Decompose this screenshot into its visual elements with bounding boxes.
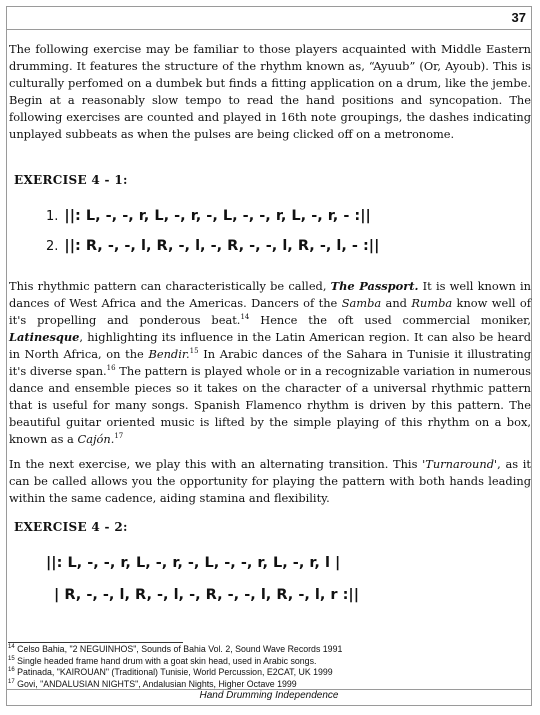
rhythm-notation: | R, -, -, l, R, -, l, -, R, -, -, l, R, -, l, r :|| [54, 587, 360, 603]
footnote-mark: 16 [8, 667, 15, 674]
term-samba: Samba [341, 296, 382, 310]
exercise-4-1-heading: EXERCISE 4 - 1: [14, 173, 128, 187]
exercise-4-2-heading: EXERCISE 4 - 2: [14, 520, 128, 534]
footnote-text: Single headed frame hand drum with a goat skin head, used in Arabic songs. [14, 655, 317, 666]
term-cajon: Cajón. [77, 432, 115, 446]
footnote-ref-14: 14 [240, 313, 250, 322]
term-the-passport: The Passport. [330, 279, 419, 293]
text-run: and [381, 296, 412, 310]
footnote-mark: 14 [8, 644, 15, 651]
text-run: In the next exercise, we play this with an alternating transition. This ' [9, 457, 426, 471]
term-turnaround: Turnaround [425, 457, 495, 471]
paragraph-intro-text: The following exercise may be familiar to those players acquainted with Middle Eastern drumming. It features the structure of the rhythm known as, “Ayuub” (Or, Ayoub). This is culturally perfomed on a dumbek but finds a fitting application on a drum, like the jembe. Begin at a reasonably slow tempo to read the hand positions and syncopation. The following exercises are counted and played in 16th note groupings, the dashes indicating unplayed subbeats as when the pulses are being clicked off on a metronome. [9, 42, 531, 141]
line-number: 1. [46, 209, 59, 224]
rhythm-notation: ||: R, -, -, l, R, -, l, -, R, -, -, l, R, -, l, - :|| [64, 238, 380, 254]
text-run: This rhythmic pattern can characteristically be called, [9, 279, 331, 293]
text-run: It is well known in dances of West Africa and the Americas. Dancers of the [9, 279, 531, 310]
text-run: Hence the oft used commercial moniker, [249, 313, 531, 327]
footnote-15 [8, 656, 528, 668]
footnote-text: Patinada, "KAIROUAN" (Traditional) Tunisie, World Percussion, E2CAT, UK 1999 [14, 667, 333, 677]
exercise-4-2-line-2 [54, 587, 359, 603]
footnote-ref-16: 16 [106, 364, 116, 373]
footnote-ref-15: 15 [189, 347, 199, 356]
paragraph-intro [9, 41, 531, 143]
footnote-mark: 17 [8, 678, 15, 685]
paragraph-turnaround [9, 456, 531, 507]
term-rumba: Rumba [411, 296, 453, 310]
page-number: 37 [511, 10, 526, 25]
paragraph-passport [9, 278, 531, 448]
text-run: The pattern is played whole or in a recognizable variation in numerous dance and ensemble pieces so it takes on the character of a universal rhythmic pattern that is useful for many songs. Spanish Flamenco rhythm is driven by this pattern. The beautiful guitar oriented music is lifted by the simple playing of this rhythm on a box, known as a [9, 364, 531, 446]
rhythm-notation: ||: L, -, -, r, L, -, r, -, L, -, -, r, L, -, r, l | [46, 555, 341, 571]
exercise-4-2-line-1 [46, 555, 340, 571]
term-latinesque: Latinesque [9, 330, 80, 344]
exercise-4-1-line-1 [46, 208, 371, 224]
text-run: know well of it's propelling and ponderous beat. [9, 296, 531, 327]
footnote-text: Govi, "ANDALUSIAN NIGHTS", Andalusian Nights, Higher Octave 1999 [14, 678, 297, 689]
footnote-14 [8, 644, 528, 656]
footnote-16 [8, 667, 528, 679]
line-number: 2. [46, 239, 59, 254]
page-header [6, 6, 532, 30]
exercise-4-1-line-2 [46, 238, 379, 254]
rhythm-notation: ||: L, -, -, r, L, -, r, -, L, -, -, r, L, -, r, - :|| [64, 208, 371, 224]
footnote-rule [8, 642, 183, 643]
footnote-text: Celso Bahia, "2 NEGUINHOS", Sounds of Bahia Vol. 2, Sound Wave Records 1991 [14, 644, 343, 654]
footnote-mark: 15 [8, 655, 15, 662]
footnote-ref-17: 17 [114, 432, 124, 441]
footnotes [8, 642, 528, 690]
term-bendir: Bendir. [148, 347, 190, 361]
text-run: , highlighting its influence in the Latin American region. It can also be heard in North Africa, on the [9, 330, 531, 361]
text-run: In Arabic dances of the Sahara in Tunisie it illustrating it's diverse span. [9, 347, 531, 378]
text-run: ', as it can be called allows you the opportunity for playing the pattern with both hands leading within the same cadence, aiding stamina and flexibility. [9, 457, 531, 505]
page-footer: Hand Drumming Independence [6, 689, 532, 701]
